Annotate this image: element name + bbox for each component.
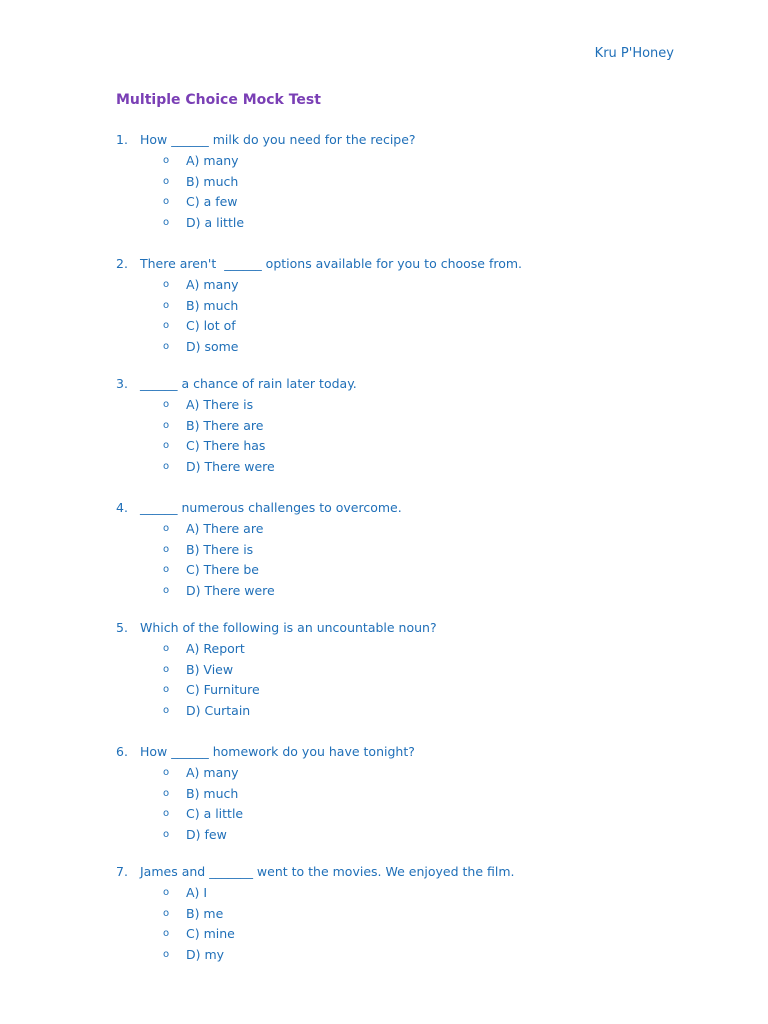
option-c: o C) There has bbox=[116, 436, 676, 457]
option-a: o A) Report bbox=[116, 639, 676, 660]
bullet-icon: o bbox=[163, 440, 170, 452]
author-name: Kru P'Honey bbox=[594, 46, 674, 61]
bullet-icon: o bbox=[163, 684, 170, 696]
option-b: o B) much bbox=[116, 172, 676, 193]
question-2 bbox=[116, 254, 676, 358]
bullet-icon: o bbox=[163, 398, 170, 410]
option-c: o C) a few bbox=[116, 192, 676, 213]
option-c: o C) mine bbox=[116, 924, 676, 945]
option-d: o D) There were bbox=[116, 457, 676, 478]
question-5 bbox=[116, 618, 676, 722]
question-1 bbox=[116, 130, 676, 234]
question-4 bbox=[116, 498, 676, 602]
bullet-icon: o bbox=[163, 217, 170, 229]
bullet-icon: o bbox=[163, 341, 170, 353]
option-b: o B) There are bbox=[116, 416, 676, 437]
question-text: How ______ homework do you have tonight? bbox=[140, 743, 415, 759]
question-3 bbox=[116, 374, 676, 478]
bullet-icon: o bbox=[163, 766, 170, 778]
option-a: o A) many bbox=[116, 151, 676, 172]
option-c: o C) Furniture bbox=[116, 680, 676, 701]
bullet-icon: o bbox=[163, 419, 170, 431]
option-d: o D) few bbox=[116, 825, 676, 846]
option-a: o A) many bbox=[116, 275, 676, 296]
question-number: 7. bbox=[116, 863, 128, 879]
option-d: o D) Curtain bbox=[116, 701, 676, 722]
option-a: o A) There are bbox=[116, 519, 676, 540]
option-d: o D) a little bbox=[116, 213, 676, 234]
bullet-icon: o bbox=[163, 886, 170, 898]
bullet-icon: o bbox=[163, 564, 170, 576]
option-b: o B) There is bbox=[116, 540, 676, 561]
option-b: o B) much bbox=[116, 784, 676, 805]
option-d: o D) my bbox=[116, 945, 676, 966]
question-number: 3. bbox=[116, 375, 128, 391]
question-number: 5. bbox=[116, 619, 128, 635]
question-text: There aren't ______ options available for you to choose from. bbox=[140, 255, 523, 271]
bullet-icon: o bbox=[163, 663, 170, 675]
question-number: 2. bbox=[116, 255, 128, 271]
bullet-icon: o bbox=[163, 808, 170, 820]
bullet-icon: o bbox=[163, 196, 170, 208]
question-list bbox=[116, 130, 676, 966]
bullet-icon: o bbox=[163, 585, 170, 597]
option-d: o D) There were bbox=[116, 581, 676, 602]
question-text: How ______ milk do you need for the recipe? bbox=[140, 132, 416, 147]
bullet-icon: o bbox=[163, 543, 170, 555]
option-c: o C) a little bbox=[116, 804, 676, 825]
bullet-icon: o bbox=[163, 787, 170, 799]
option-c: o C) lot of bbox=[116, 316, 676, 337]
question-number: 4. bbox=[116, 499, 128, 515]
bullet-icon: o bbox=[163, 299, 170, 311]
bullet-icon: o bbox=[163, 522, 170, 534]
option-a: o A) I bbox=[116, 883, 676, 904]
bullet-icon: o bbox=[163, 907, 170, 919]
option-b: o B) View bbox=[116, 660, 676, 681]
question-text: ______ a chance of rain later today. bbox=[140, 375, 357, 391]
bullet-icon: o bbox=[163, 175, 170, 187]
question-number: 6. bbox=[116, 743, 128, 759]
question-number: 1. bbox=[116, 132, 128, 147]
bullet-icon: o bbox=[163, 278, 170, 290]
bullet-icon: o bbox=[163, 154, 170, 166]
option-d: o D) some bbox=[116, 337, 676, 358]
question-text: James and _______ went to the movies. We enjoyed the film. bbox=[140, 863, 515, 879]
bullet-icon: o bbox=[163, 949, 170, 961]
question-text: Which of the following is an uncountable noun? bbox=[140, 619, 437, 635]
option-b: o B) me bbox=[116, 904, 676, 925]
bullet-icon: o bbox=[163, 829, 170, 841]
option-c: o C) There be bbox=[116, 560, 676, 581]
question-text: ______ numerous challenges to overcome. bbox=[140, 499, 402, 515]
page-title: Multiple Choice Mock Test bbox=[116, 92, 321, 108]
option-a: o A) There is bbox=[116, 395, 676, 416]
bullet-icon: o bbox=[163, 461, 170, 473]
bullet-icon: o bbox=[163, 642, 170, 654]
bullet-icon: o bbox=[163, 320, 170, 332]
option-b: o B) much bbox=[116, 296, 676, 317]
bullet-icon: o bbox=[163, 705, 170, 717]
option-a: o A) many bbox=[116, 763, 676, 784]
question-7 bbox=[116, 862, 676, 966]
question-6 bbox=[116, 742, 676, 846]
bullet-icon: o bbox=[163, 928, 170, 940]
